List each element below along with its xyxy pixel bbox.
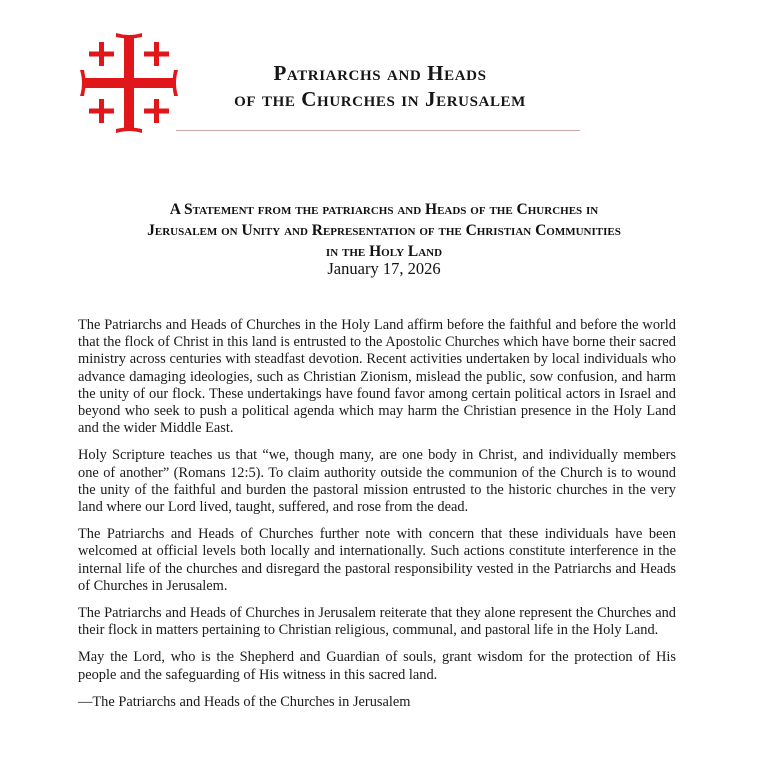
statement-title-line-3: in the Holy Land — [325, 243, 443, 260]
letterhead — [0, 0, 768, 150]
statement-body — [78, 317, 676, 721]
signature: —The Patriarchs and Heads of the Churches in Jerusalem — [78, 693, 411, 710]
paragraph-2: Holy Scripture teaches us that “we, though many, are one body in Christ, and individually members one of another” (Romans 12:5). To claim authority outside the communion of the Church is to wound the unity of the faithful and burden the pastoral mission entrusted to the historic churches in the very land where our Lord lived, taught, suffered, and rose from the dead. — [78, 447, 676, 516]
statement-title-line-1: A Statement from the patriarchs and Heads of the Churches in — [169, 201, 599, 218]
organization-name-line-1: Patriarchs and Heads — [273, 61, 487, 85]
paragraph-1: The Patriarchs and Heads of Churches in the Holy Land affirm before the faithful and before the world that the flock of Christ in this land is entrusted to the Apostolic Churches which have borne their sacred ministry across centuries with steadfast devotion. Recent activities undertaken by local individuals who advance damaging ideologies, such as Christian Zionism, mislead the public, sow confusion, and harm the unity of our flock. These undertakings have found favor among certain political actors in Israel and beyond who seek to push a political agenda which may harm the Christian presence in the Holy Land and the wider Middle East. — [78, 317, 676, 437]
organization-name-line-2: of the Churches in Jerusalem — [234, 87, 526, 111]
paragraph-5: May the Lord, who is the Shepherd and Guardian of souls, grant wisdom for the protection of His people and the safeguarding of His witness in this sacred land. — [78, 649, 676, 683]
statement-date: January 17, 2026 — [327, 259, 441, 278]
header-divider — [176, 130, 580, 131]
paragraph-3: The Patriarchs and Heads of Churches further note with concern that these individuals have been welcomed at official levels both locally and internationally. Such actions constitute interference in the internal life of the churches and disregard the pastoral responsibility vested in the Patriarchs and Heads of Churches in Jerusalem. — [78, 526, 676, 594]
organization-name — [180, 60, 580, 112]
paragraph-4: The Patriarchs and Heads of Churches in Jerusalem reiterate that they alone represent the Churches and their flock in matters pertaining to Christian religious, communal, and pastoral life in the Holy Land. — [78, 605, 676, 639]
jerusalem-cross-icon — [78, 31, 180, 135]
statement-title-line-2: Jerusalem on Unity and Representation of the Christian Communities — [147, 222, 621, 239]
statement-title — [60, 199, 708, 262]
